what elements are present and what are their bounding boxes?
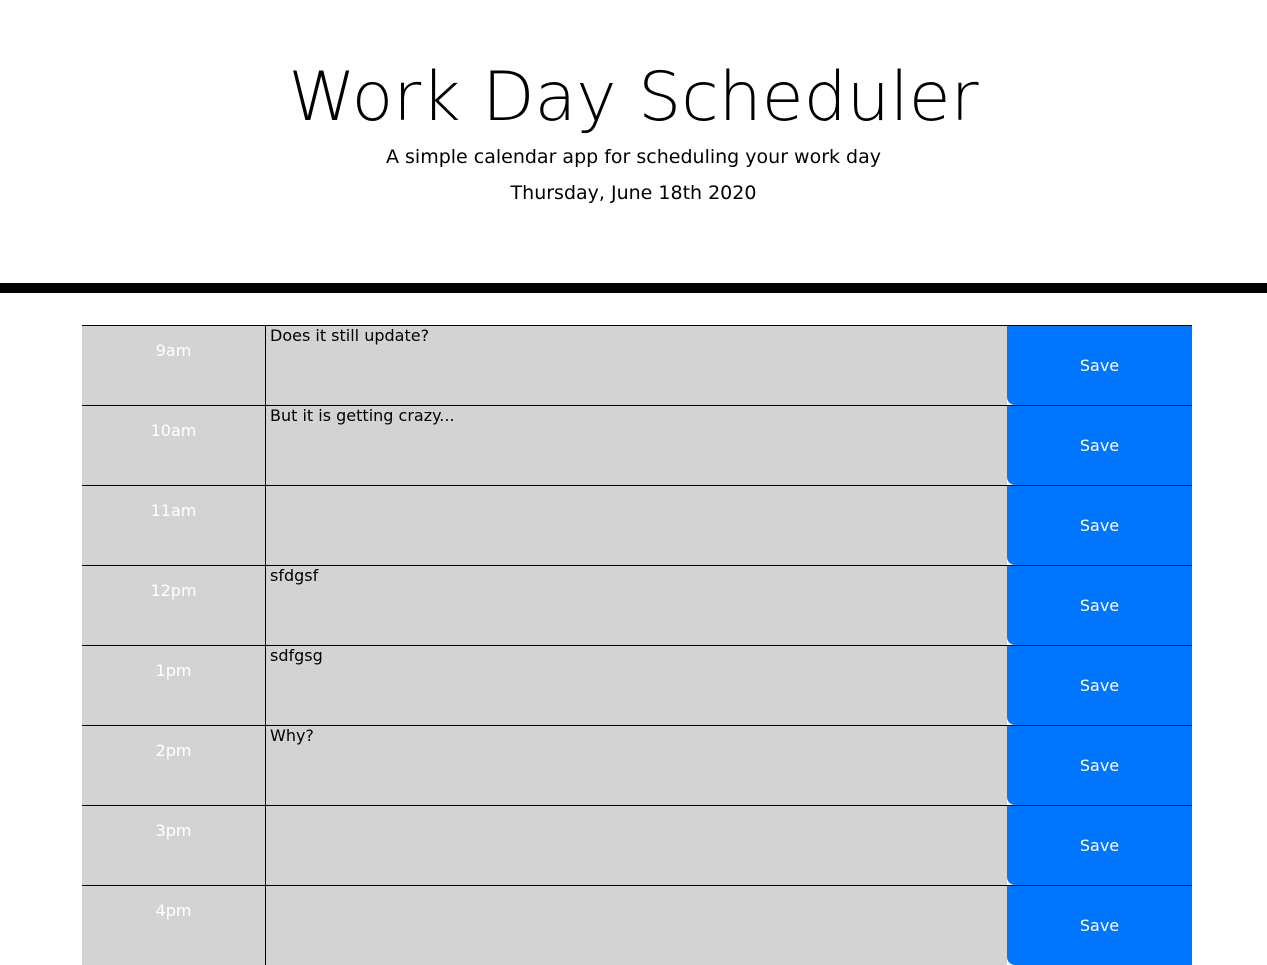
description-input[interactable] [266,646,1007,725]
page-title: Work Day Scheduler [288,58,979,137]
hour-label: 12pm [82,566,266,645]
description-input[interactable] [266,726,1007,805]
save-button-label: Save [1079,915,1120,935]
save-button[interactable] [1007,566,1192,645]
save-button-label: Save [1079,675,1120,695]
hour-label: 11am [82,486,266,565]
hour-label: 10am [82,406,266,485]
save-button-label: Save [1079,755,1120,775]
save-button-label: Save [1079,435,1120,455]
current-day: Thursday, June 18th 2020 [510,182,757,204]
schedule-list [82,325,1192,965]
hour-label: 4pm [82,886,266,965]
description-input[interactable] [266,806,1007,885]
save-button[interactable] [1007,806,1192,885]
time-block-10am [82,405,1192,485]
header [0,0,1267,283]
time-block-12pm [82,565,1192,645]
save-button[interactable] [1007,486,1192,565]
description-input[interactable] [266,486,1007,565]
hour-label: 9am [82,326,266,405]
hour-label: 3pm [82,806,266,885]
save-button[interactable] [1007,886,1192,965]
save-button-label: Save [1079,355,1120,375]
save-button-label: Save [1079,595,1120,615]
description-input[interactable] [266,326,1007,405]
description-input[interactable] [266,886,1007,965]
description-input[interactable] [266,566,1007,645]
hour-label: 2pm [82,726,266,805]
save-button-label: Save [1079,515,1120,535]
save-button[interactable] [1007,406,1192,485]
time-block-4pm [82,885,1192,965]
save-button[interactable] [1007,326,1192,405]
time-block-9am [82,325,1192,405]
description-input[interactable] [266,406,1007,485]
hour-label: 1pm [82,646,266,725]
time-block-11am [82,485,1192,565]
save-button[interactable] [1007,726,1192,805]
page-subtitle: A simple calendar app for scheduling your work day [385,146,882,168]
time-block-2pm [82,725,1192,805]
time-block-1pm [82,645,1192,725]
save-button[interactable] [1007,646,1192,725]
save-button-label: Save [1079,835,1120,855]
time-block-3pm [82,805,1192,885]
header-divider [0,283,1267,293]
